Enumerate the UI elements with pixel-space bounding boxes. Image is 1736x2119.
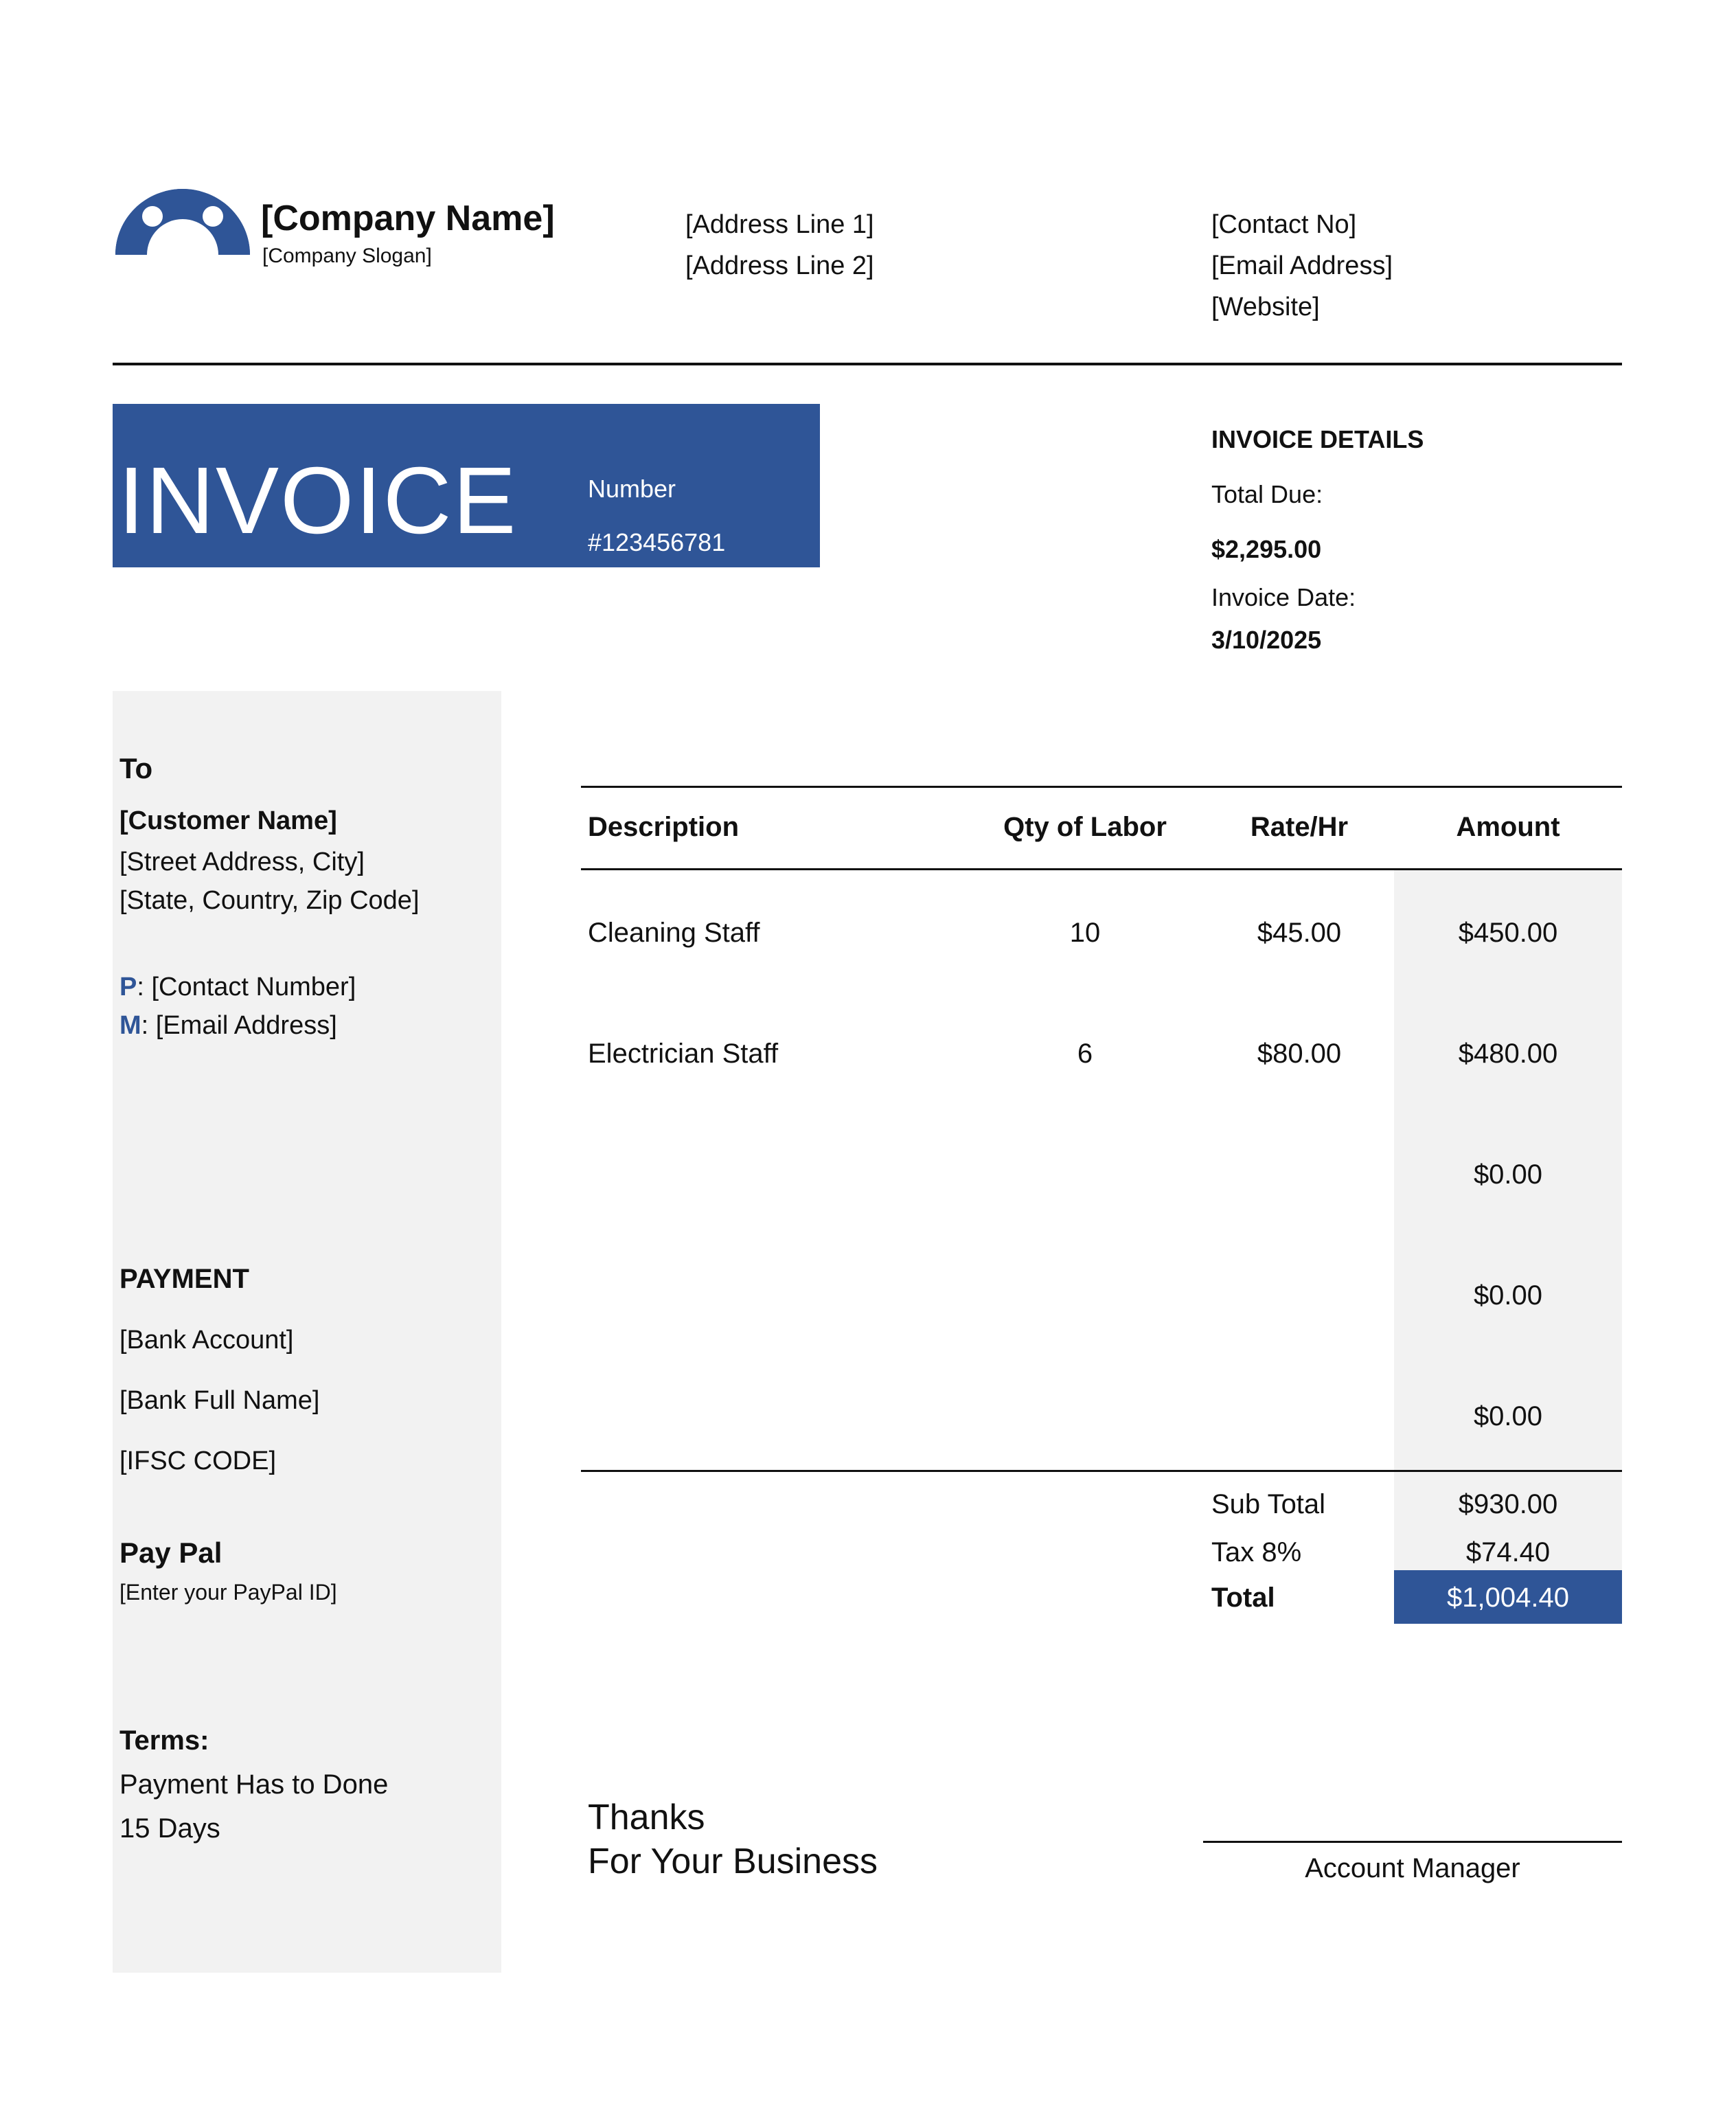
company-name: [Company Name] [261, 199, 555, 238]
customer-state: [State, Country, Zip Code] [119, 886, 420, 915]
customer-email [119, 1012, 337, 1039]
row-1-description: Cleaning Staff [588, 918, 760, 948]
total-label: Total [1211, 1583, 1275, 1613]
company-website: [Website] [1211, 293, 1320, 321]
ifsc-code: [IFSC CODE] [119, 1447, 277, 1475]
row-1-rate: $45.00 [1257, 918, 1342, 948]
total-value: $1,004.40 [1447, 1583, 1569, 1613]
invoice-date-value: 3/10/2025 [1211, 626, 1322, 654]
terms-line-1: Payment Has to Done [119, 1769, 389, 1800]
address-line-2: [Address Line 2] [685, 251, 874, 280]
row-5-amount: $0.00 [1473, 1401, 1543, 1431]
terms-line-2: 15 Days [119, 1813, 220, 1844]
company-logo-icon [115, 189, 250, 255]
header-divider [113, 363, 1622, 365]
customer-phone [119, 974, 356, 1000]
amount-column-background [1394, 870, 1622, 1569]
header-qty: Qty of Labor [1003, 812, 1167, 842]
invoice-title: INVOICE [118, 448, 518, 554]
row-2-amount: $480.00 [1458, 1039, 1558, 1069]
address-line-1: [Address Line 1] [685, 210, 874, 239]
account-manager-label: Account Manager [1305, 1853, 1520, 1883]
row-4-amount: $0.00 [1473, 1280, 1543, 1311]
invoice-number-value: #123456781 [588, 528, 726, 556]
subtotal-value: $930.00 [1458, 1489, 1558, 1519]
header-amount: Amount [1456, 812, 1560, 842]
tax-value: $74.40 [1465, 1537, 1551, 1567]
total-due-label: Total Due: [1211, 480, 1323, 508]
invoice-date-label: Invoice Date: [1211, 583, 1356, 611]
header-rate: Rate/Hr [1250, 812, 1349, 842]
signature-line [1203, 1841, 1622, 1843]
thanks-line-2: For Your Business [588, 1842, 878, 1881]
company-email: [Email Address] [1211, 251, 1393, 280]
total-due-value: $2,295.00 [1211, 535, 1322, 563]
payment-heading: PAYMENT [119, 1264, 249, 1294]
row-1-amount: $450.00 [1458, 918, 1558, 948]
company-slogan: [Company Slogan] [262, 245, 432, 267]
table-bottom-rule [581, 1470, 1622, 1472]
phone-prefix: P [119, 973, 137, 1001]
tax-label: Tax 8% [1211, 1537, 1302, 1567]
terms-heading: Terms: [119, 1725, 209, 1756]
company-contact-no: [Contact No] [1211, 210, 1357, 239]
invoice-details-heading: INVOICE DETAILS [1211, 425, 1424, 453]
customer-street: [Street Address, City] [119, 848, 365, 876]
customer-phone-value: : [Contact Number] [137, 973, 356, 1001]
paypal-heading: Pay Pal [119, 1537, 222, 1569]
row-2-description: Electrician Staff [588, 1039, 779, 1069]
invoice-number-label: Number [588, 475, 676, 503]
to-label: To [119, 752, 153, 784]
subtotal-label: Sub Total [1211, 1489, 1326, 1519]
header-description: Description [588, 812, 740, 842]
thanks-line-1: Thanks [588, 1798, 705, 1837]
customer-name: [Customer Name] [119, 806, 337, 835]
bank-full-name: [Bank Full Name] [119, 1386, 320, 1415]
row-2-qty: 6 [1077, 1039, 1093, 1069]
customer-email-value: : [Email Address] [141, 1011, 337, 1040]
table-header-rule [581, 868, 1622, 870]
row-1-qty: 10 [1069, 918, 1101, 948]
bank-account: [Bank Account] [119, 1326, 294, 1355]
row-2-rate: $80.00 [1257, 1039, 1342, 1069]
row-3-amount: $0.00 [1473, 1159, 1543, 1190]
table-top-rule [581, 786, 1622, 788]
paypal-id: [Enter your PayPal ID] [119, 1580, 337, 1605]
mail-prefix: M [119, 1011, 141, 1040]
